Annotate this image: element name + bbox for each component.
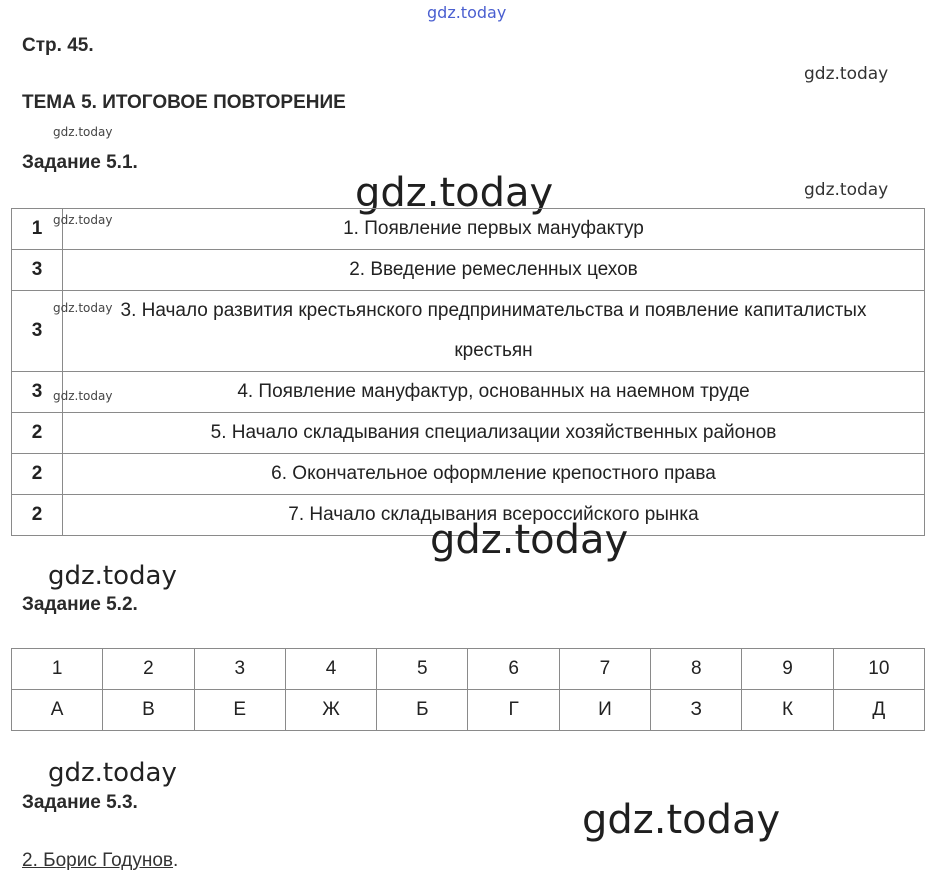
task-3-answer bbox=[22, 850, 178, 872]
table-cell: 1 bbox=[12, 649, 103, 690]
row-score: 2 bbox=[12, 454, 63, 495]
table-cell: 5 bbox=[377, 649, 468, 690]
task-3-title: Задание 5.3. bbox=[22, 792, 138, 813]
topic-title: ТЕМА 5. ИТОГОВОЕ ПОВТОРЕНИЕ bbox=[22, 92, 346, 113]
row-text: 4. Появление мануфактур, основанных на наемном труде bbox=[63, 372, 925, 413]
task-1-title: Задание 5.1. bbox=[22, 152, 138, 173]
row-score: 2 bbox=[12, 413, 63, 454]
table-cell: 3 bbox=[194, 649, 285, 690]
row-score: 3 bbox=[12, 372, 63, 413]
table-cell: З bbox=[651, 690, 742, 731]
table-cell: Г bbox=[468, 690, 559, 731]
table-cell: К bbox=[742, 690, 833, 731]
watermark: gdz.today bbox=[804, 180, 889, 200]
table-cell: Е bbox=[194, 690, 285, 731]
table-cell: 2 bbox=[103, 649, 194, 690]
task-2-table bbox=[11, 648, 925, 731]
table-cell: 6 bbox=[468, 649, 559, 690]
table-cell: В bbox=[103, 690, 194, 731]
row-score: 1 bbox=[12, 209, 63, 250]
watermark: gdz.today bbox=[53, 125, 113, 139]
row-score: 3 bbox=[12, 291, 63, 372]
answer-suffix: . bbox=[173, 850, 179, 871]
watermark: gdz.today bbox=[804, 64, 889, 84]
watermark: gdz.today bbox=[53, 213, 113, 227]
table-row bbox=[12, 454, 925, 495]
watermark: gdz.today bbox=[53, 301, 113, 315]
table-row-letters bbox=[12, 690, 925, 731]
table-cell: И bbox=[559, 690, 650, 731]
watermark: gdz.today bbox=[355, 170, 554, 216]
row-text: 5. Начало складывания специализации хозяйственных районов bbox=[63, 413, 925, 454]
table-row bbox=[12, 250, 925, 291]
table-row bbox=[12, 372, 925, 413]
table-cell: Б bbox=[377, 690, 468, 731]
page-label: Стр. 45. bbox=[22, 35, 94, 56]
table-cell: Д bbox=[833, 690, 924, 731]
task-2-title: Задание 5.2. bbox=[22, 594, 138, 615]
row-text: 6. Окончательное оформление крепостного права bbox=[63, 454, 925, 495]
table-cell: 7 bbox=[559, 649, 650, 690]
table-row bbox=[12, 291, 925, 372]
row-score: 2 bbox=[12, 495, 63, 536]
row-text: 7. Начало складывания всероссийского рынка bbox=[63, 495, 925, 536]
watermark: gdz.today bbox=[430, 517, 629, 563]
table-row bbox=[12, 413, 925, 454]
table-row bbox=[12, 209, 925, 250]
row-text: 2. Введение ремесленных цехов bbox=[63, 250, 925, 291]
table-row-numbers bbox=[12, 649, 925, 690]
watermark: gdz.today bbox=[427, 3, 507, 22]
row-score: 3 bbox=[12, 250, 63, 291]
task-1-table bbox=[11, 208, 925, 536]
table-cell: А bbox=[12, 690, 103, 731]
table-cell: 10 bbox=[833, 649, 924, 690]
table-cell: 9 bbox=[742, 649, 833, 690]
table-cell: Ж bbox=[285, 690, 376, 731]
watermark: gdz.today bbox=[48, 561, 177, 591]
table-cell: 4 bbox=[285, 649, 376, 690]
row-text: 1. Появление первых мануфактур bbox=[63, 209, 925, 250]
watermark: gdz.today bbox=[53, 389, 113, 403]
row-text: 3. Начало развития крестьянского предпринимательства и появление капиталистых крестьян bbox=[63, 291, 925, 372]
watermark: gdz.today bbox=[582, 797, 781, 843]
answer-text: 2. Борис Годунов bbox=[22, 850, 174, 871]
watermark: gdz.today bbox=[48, 758, 177, 788]
table-cell: 8 bbox=[651, 649, 742, 690]
